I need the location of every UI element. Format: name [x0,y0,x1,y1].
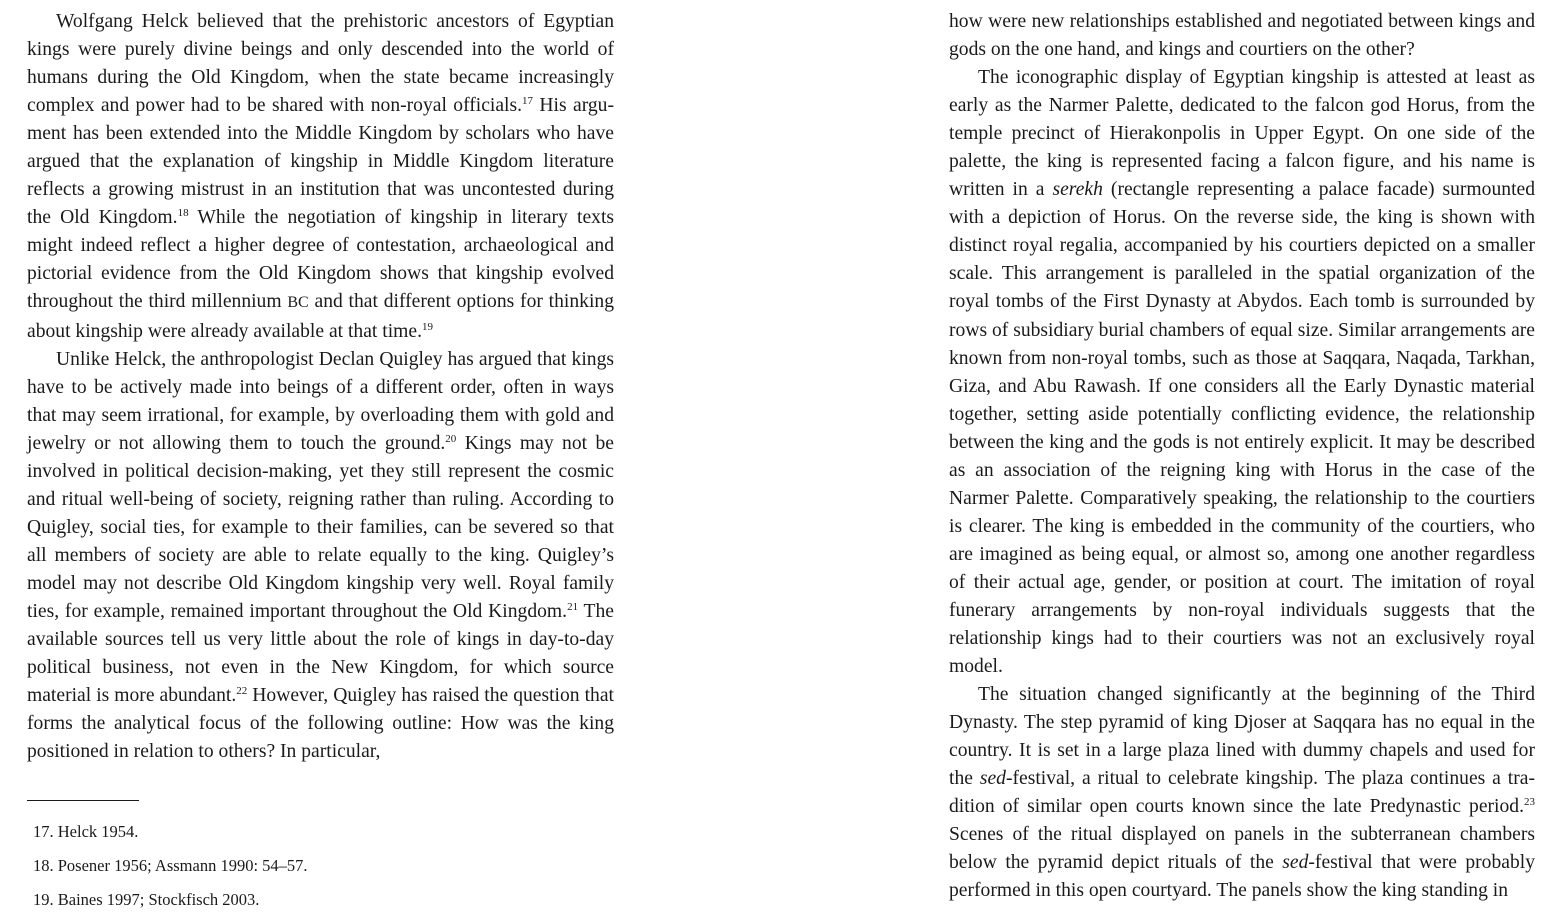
footnote-ref-23: 23 [1524,796,1535,809]
text-run: However, Quigley has raised the question that forms the analytical focus of the following outline: How was the king positioned in relation to others? In particular, [27,685,614,763]
right-page [949,8,1535,906]
footnote-17: 17. Helck 1954. [33,822,139,842]
text-run: His argument has been extended into the Middle Kingdom by scholars who have argued that the explanation of kingship in Middle Kingdom literature reflects a growing mistrust in an institution that was uncontested during the Old Kingdom. [27,95,614,229]
italic-term: sed [979,768,1006,790]
text-run: While the negotiation of kingship in literary texts might indeed reflect a higher degree of contestation, archaeological and pictorial evidence from the Old Kingdom shows that kingship evolved throughout the third millennium [27,207,615,313]
right-paragraph-1 [949,8,1535,64]
text-run: -festival that were probably performed in this open courtyard. The panels show the king standing in [949,852,1536,902]
text-run: and that different options for thinking about kingship were already available at that time. [27,291,614,342]
text-run: The situation changed significantly at the beginning of the Third Dynasty. The step pyramid of king Djoser at Saqqara has no equal in the country. It is set in a large plaza lined with dummy chapels and used for the [949,684,1535,790]
text-run: (rectangle representing a palace facade) surmounted with a depiction of Horus. On the reverse side, the king is shown with distinct royal regalia, accompanied by his courtiers depicted on a smaller scale. This arrangement is paralleled in the spatial organization of the royal tombs of the First Dynasty at Abydos. Each tomb is surrounded by rows of subsidiary burial chambers of equal size. Similar arrangements are known from non-royal tombs, such as those at Saqqara, Naqada, Tarkhan, Giza, and Abu Rawash. If one considers all the Early Dynastic material together, setting aside potentially conflicting evidence, the relationship between the king and the gods is not entirely explicit. It may be described as an association of the reigning king with Horus in the case of the Narmer Palette. Comparatively speaking, the relationship to the courtiers is clearer. The king is embedded in the community of the courtiers, who are imagined as being equal, or almost so, among one another regardless of their actual age, gender, or position at court. The imitation of royal funerary arrangements by non-royal individuals suggests that the relationship kings had to their courtiers was not an exclusively royal model. [949,179,1536,678]
right-paragraph-2 [949,64,1535,681]
text-run: Wolfgang Helck believed that the prehistoric ancestors of Egyptian kings were purely divine beings and only descended into the world of humans during the Old Kingdom, when the state became increasingly complex and power had to be shared with non-royal officials. [27,11,614,117]
footnote-ref-17: 17 [522,95,534,108]
footnote-ref-22: 22 [236,685,248,698]
left-paragraph-2 [27,346,614,767]
footnote-18: 18. Posener 1956; Assmann 1990: 54–57. [33,856,308,876]
text-run: Kings may not be involved in political decision-making, yet they still represent the cosmic and ritual well-being of society, reigning rather than ruling. According to Quigley, social ties, for example to their families, can be severed so that all members of society are able to relate equally to the king. Quigley’s model may not describe Old Kingdom kingship very well. Royal family ties, for example, remained important throughout the Old Kingdom. [27,432,615,622]
footnote-ref-18: 18 [177,207,189,220]
text-run: -festival, a ritual to celebrate kingship. The plaza continues a tradition of similar open courts known since the late Predynastic period. [949,768,1535,818]
italic-term: serekh [1052,179,1103,201]
text-run: how were new relationships established and negotiated between kings and gods on the one hand, and kings and courtiers on the other? [949,11,1535,61]
text-run: The available sources tell us very little about the role of kings in day-to-day political business, not even in the New Kingdom, for which source material is more abundant. [27,600,614,707]
left-paragraph-1 [27,8,614,346]
italic-term: sed [1282,852,1309,874]
footnote-ref-20: 20 [445,432,457,445]
text-run: Scenes of the ritual displayed on panels in the subterranean chambers below the pyramid depict rituals of the [949,824,1535,874]
footnote-ref-21: 21 [567,600,579,613]
left-page [27,8,614,917]
footnote-ref-19: 19 [422,320,433,333]
footnote-19: 19. Baines 1997; Stockfisch 2003. [33,890,260,910]
era-abbreviation: BC [287,294,309,312]
footnote-divider [27,800,139,801]
text-run: Unlike Helck, the anthropologist Declan Quigley has argued that kings have to be actively made into beings of a different order, often in ways that may seem irrational, for example, by overloading them with gold and jewelry or not allowing them to touch the ground. [27,348,614,454]
right-paragraph-3 [949,681,1535,905]
text-run: The iconographic display of Egyptian kingship is attested at least as early as the Narmer Palette, dedicated to the falcon god Horus, from the temple precinct of Hierakonpolis in Upper Egypt. On one side of the palette, the king is represented facing a falcon figure, and his name is written in a [949,67,1535,201]
